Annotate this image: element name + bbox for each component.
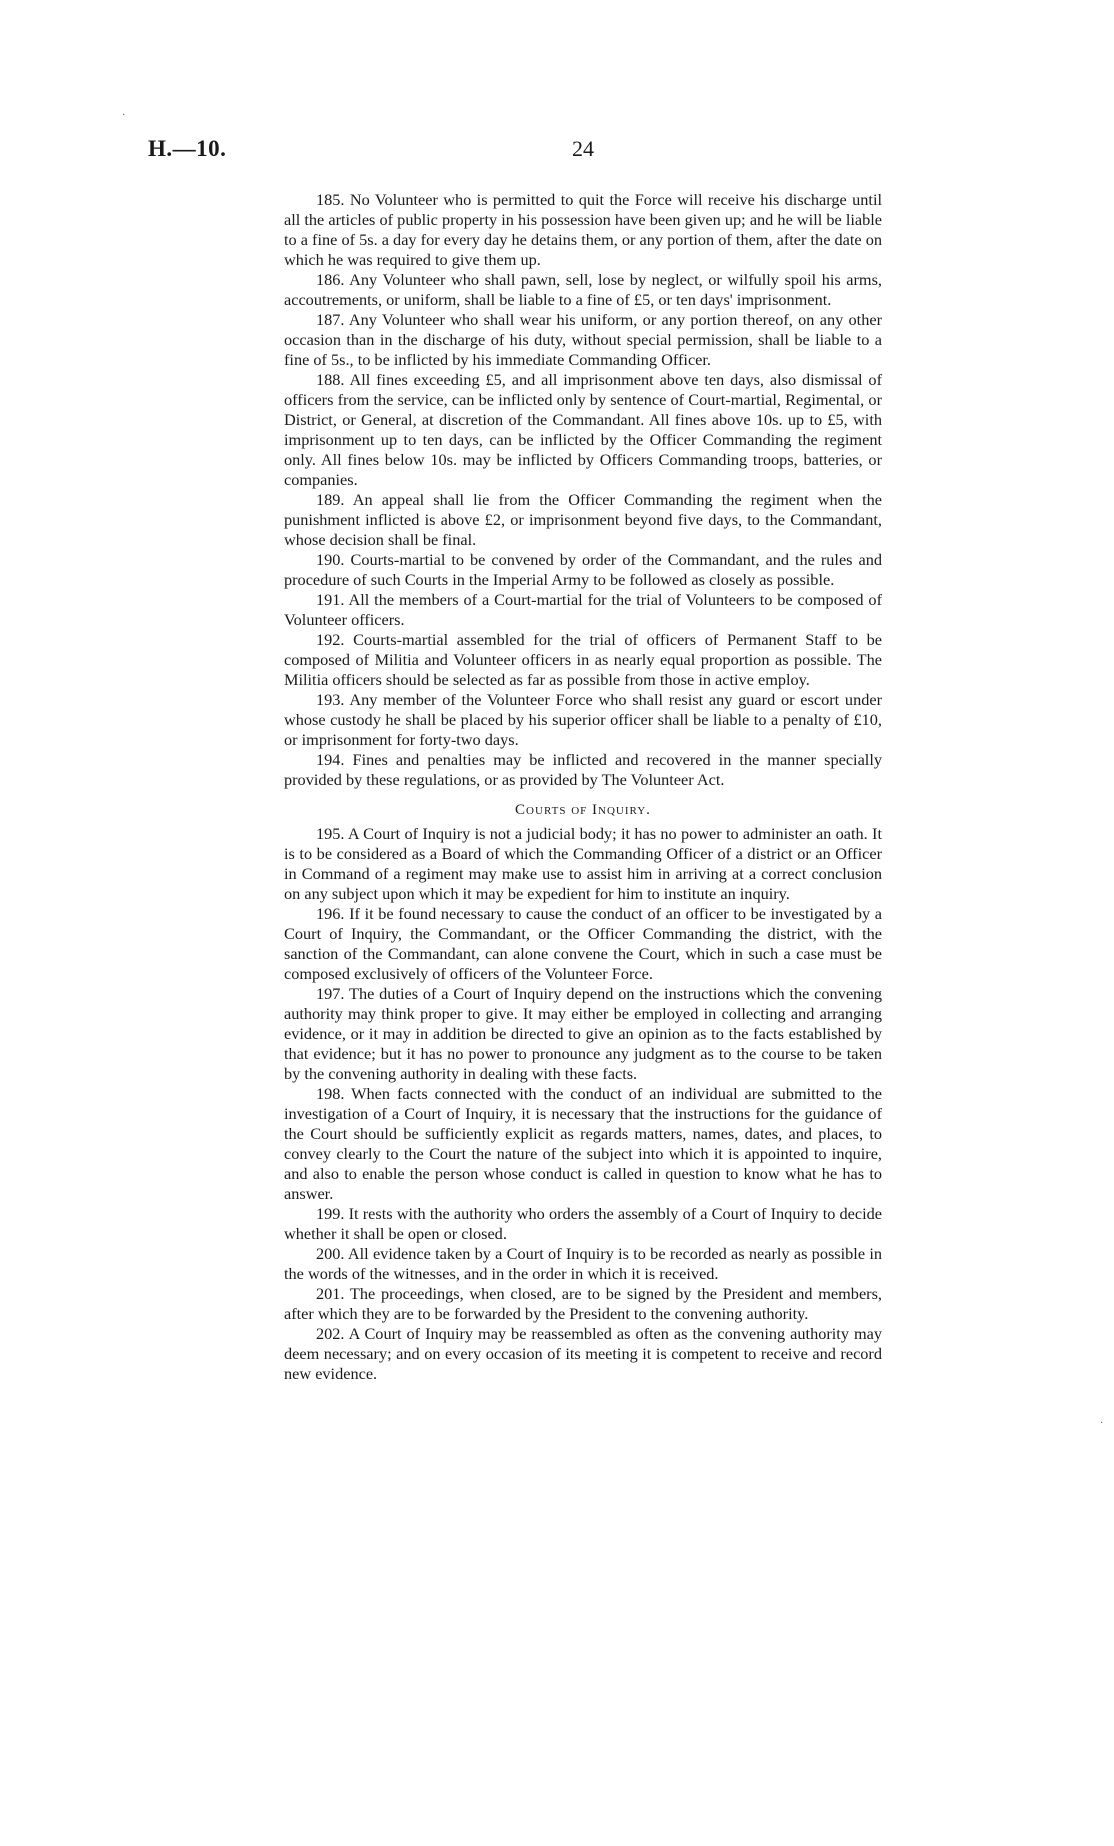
paragraph-188: 188. All fines exceeding £5, and all imprisonment above ten days, also dismissal of officers from the service, can be inflicted only by sentence of Court-martial, Regimental, or District, or General, at discretion of the Commandant. All fines above 10s. up to £5, with imprisonment up to ten days, can be inflicted by the Officer Commanding the regiment only. All fines below 10s. may be inflicted by Officers Commanding troops, batteries, or companies. [284, 370, 882, 489]
page-number: 24 [572, 136, 594, 161]
document-reference: H.—10. [148, 136, 227, 161]
paragraph-191: 191. All the members of a Court-martial for the trial of Volunteers to be composed of Volunteer officers. [284, 590, 882, 629]
paragraph-197: 197. The duties of a Court of Inquiry depend on the instructions which the convening authority may think proper to give. It may either be employed in collecting and arranging evidence, or it may in addition be directed to give an opinion as to the facts established by that evidence; but it has no power to pronounce any judgment as to the course to be taken by the convening authority in dealing with these facts. [284, 984, 882, 1083]
paragraph-185: 185. No Volunteer who is permitted to quit the Force will receive his discharge until all the articles of public property in his possession have been given up; and he will be liable to a fine of 5s. a day for every day he detains them, or any portion of them, after the date on which he was required to give them up. [284, 190, 882, 269]
paragraph-193: 193. Any member of the Volunteer Force who shall resist any guard or escort under whose custody he shall be placed by his superior officer shall be liable to a penalty of £10, or imprisonment for forty-two days. [284, 690, 882, 749]
margin-mark-top: · [122, 110, 126, 121]
paragraph-198: 198. When facts connected with the conduct of an individual are submitted to the investigation of a Court of Inquiry, it is necessary that the instructions for the guidance of the Court should be sufficiently explicit as regards matters, names, dates, and places, to convey clearly to the Court the nature of the subject into which it is appointed to inquire, and also to enable the person whose conduct is called in question to know what he has to answer. [284, 1084, 882, 1203]
page-header [0, 136, 1114, 166]
paragraph-187: 187. Any Volunteer who shall wear his uniform, or any portion thereof, on any other occasion than in the discharge of his duty, without special permission, shall be liable to a fine of 5s., to be inflicted by his immediate Commanding Officer. [284, 310, 882, 369]
paragraph-200: 200. All evidence taken by a Court of Inquiry is to be recorded as nearly as possible in the words of the witnesses, and in the order in which it is received. [284, 1244, 882, 1283]
paragraph-190: 190. Courts-martial to be convened by order of the Commandant, and the rules and procedure of such Courts in the Imperial Army to be followed as closely as possible. [284, 550, 882, 589]
paragraph-186: 186. Any Volunteer who shall pawn, sell, lose by neglect, or wilfully spoil his arms, accoutrements, or uniform, shall be liable to a fine of £5, or ten days' imprisonment. [284, 270, 882, 309]
paragraph-192: 192. Courts-martial assembled for the trial of officers of Permanent Staff to be composed of Militia and Volunteer officers in as nearly equal proportion as possible. The Militia officers should be selected as far as possible from those in active employ. [284, 630, 882, 689]
paragraph-199: 199. It rests with the authority who orders the assembly of a Court of Inquiry to decide whether it shall be open or closed. [284, 1204, 882, 1243]
document-body [284, 190, 882, 1384]
paragraph-189: 189. An appeal shall lie from the Officer Commanding the regiment when the punishment inflicted is above £2, or imprisonment beyond five days, to the Commandant, whose decision shall be final. [284, 490, 882, 549]
section-heading-courts-of-inquiry: Courts of Inquiry. [515, 802, 651, 818]
paragraph-202: 202. A Court of Inquiry may be reassembled as often as the convening authority may deem necessary; and on every occasion of its meeting it is competent to receive and record new evidence. [284, 1324, 882, 1383]
margin-mark-right: · [1100, 1418, 1104, 1429]
paragraph-194: 194. Fines and penalties may be inflicted and recovered in the manner specially provided by these regulations, or as provided by The Volunteer Act. [284, 750, 882, 789]
paragraph-201: 201. The proceedings, when closed, are to be signed by the President and members, after which they are to be forwarded by the President to the convening authority. [284, 1284, 882, 1323]
paragraph-195: 195. A Court of Inquiry is not a judicial body; it has no power to administer an oath. It is to be considered as a Board of which the Commanding Officer of a district or an Officer in Command of a regiment may make use to assist him in arriving at a correct conclusion on any subject upon which it may be expedient for him to institute an inquiry. [284, 824, 882, 903]
paragraph-196: 196. If it be found necessary to cause the conduct of an officer to be investigated by a Court of Inquiry, the Commandant, or the Officer Commanding the district, with the sanction of the Commandant, can alone convene the Court, which in such a case must be composed exclusively of officers of the Volunteer Force. [284, 904, 882, 983]
